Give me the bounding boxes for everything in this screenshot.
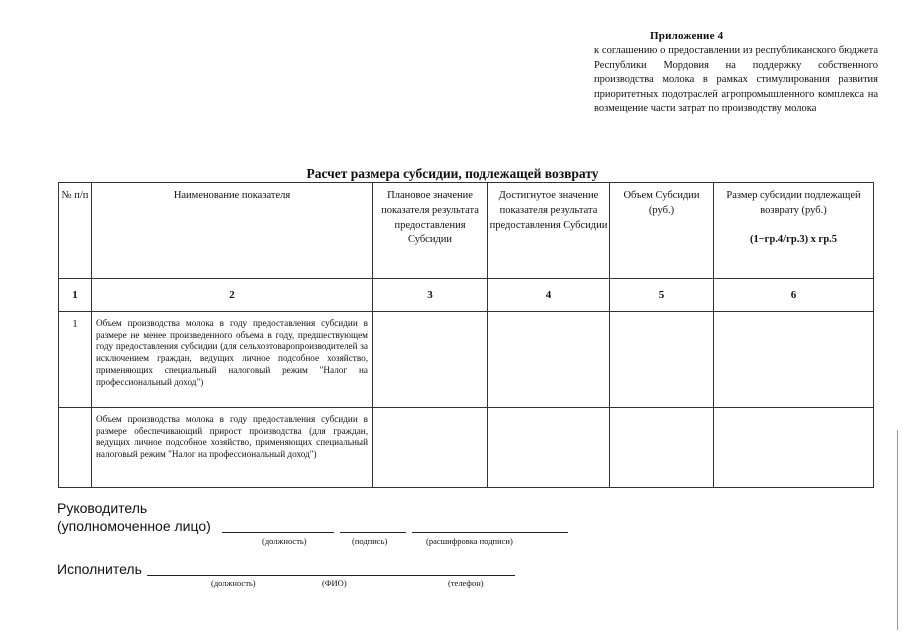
row-number: [59, 408, 92, 488]
document-title: Расчет размера субсидии, подлежащей возврату: [306, 166, 599, 181]
column-number-row: [59, 279, 874, 312]
refund-amount-cell[interactable]: [714, 312, 874, 408]
head-decoding-line[interactable]: [412, 532, 568, 533]
head-signature-line[interactable]: [340, 532, 406, 533]
head-position-hint: (должность): [262, 536, 307, 546]
row-number: 1: [59, 312, 92, 408]
column-number: 1: [59, 279, 92, 312]
refund-amount-cell[interactable]: [714, 408, 874, 488]
head-label: Руководитель: [57, 500, 148, 516]
planned-value-cell[interactable]: [373, 408, 488, 488]
head-position-line[interactable]: [222, 532, 334, 533]
header-cell-indicator-name: Наименование показателя: [92, 183, 373, 279]
executor-label: Исполнитель: [57, 561, 142, 577]
header-cell-number: № п/п: [59, 183, 92, 279]
column-number: 2: [92, 279, 373, 312]
header-cell-refund-amount: [714, 183, 874, 279]
appendix-text: к соглашению о предоставлении из республиканского бюджета Республики Мордовия на поддержку собственного производства молока в рамках стимулирования развития приоритетных подотраслей агропромышленного комплекса на возмещение части затрат по производству молока: [594, 45, 878, 115]
header-row: [59, 183, 874, 279]
executor-phone-hint: (телефон): [448, 578, 484, 588]
head-signature-hint: (подпись): [352, 536, 388, 546]
column-number: 4: [488, 279, 610, 312]
executor-position-hint: (должность): [211, 578, 256, 588]
indicator-name: Объем производства молока в году предоставления субсидии в размере обеспечивающий прирост производства (для граждан, ведущих личное подсобное хозяйство, применяющих специальный налоговый режим "Налог на профессиональный доход"): [92, 408, 373, 488]
column-number: 3: [373, 279, 488, 312]
subsidy-amount-cell[interactable]: [610, 312, 714, 408]
table-row: [59, 312, 874, 408]
header-cell-achieved-value: Достигнутое значение показателя результата предоставления Субсидии: [488, 183, 610, 279]
achieved-value-cell[interactable]: [488, 312, 610, 408]
scan-edge-mark: [897, 430, 898, 630]
planned-value-cell[interactable]: [373, 312, 488, 408]
header-cell-subsidy-amount: Объем Субсидии (руб.): [610, 183, 714, 279]
subsidy-amount-cell[interactable]: [610, 408, 714, 488]
achieved-value-cell[interactable]: [488, 408, 610, 488]
executor-line[interactable]: [147, 575, 515, 576]
refund-header-label: Размер субсидии подлежащей возврату (руб.): [726, 190, 861, 216]
refund-formula: (1−гр.4/гр.3) x гр.5: [749, 233, 838, 245]
table-row: [59, 408, 874, 488]
header-cell-planned-value: Плановое значение показателя результата предоставления Субсидии: [373, 183, 488, 279]
authorized-person-label: (уполномоченное лицо): [57, 518, 211, 534]
appendix-title: Приложение 4: [650, 30, 724, 42]
column-number: 6: [714, 279, 874, 312]
subsidy-table: [58, 182, 874, 488]
executor-name-hint: (ФИО): [322, 578, 347, 588]
head-decoding-hint: (расшифровка подписи): [426, 536, 513, 546]
indicator-name: Объем производства молока в году предоставления субсидии в размере не менее произведенного объема в году, предшествующем году предоставления субсидии (для сельхозтоваропроизводителей за исключением граждан, ведущих личное подсобное хозяйство, применяющих специальный налоговый режим "Налог на профессиональный доход"): [92, 312, 373, 408]
column-number: 5: [610, 279, 714, 312]
